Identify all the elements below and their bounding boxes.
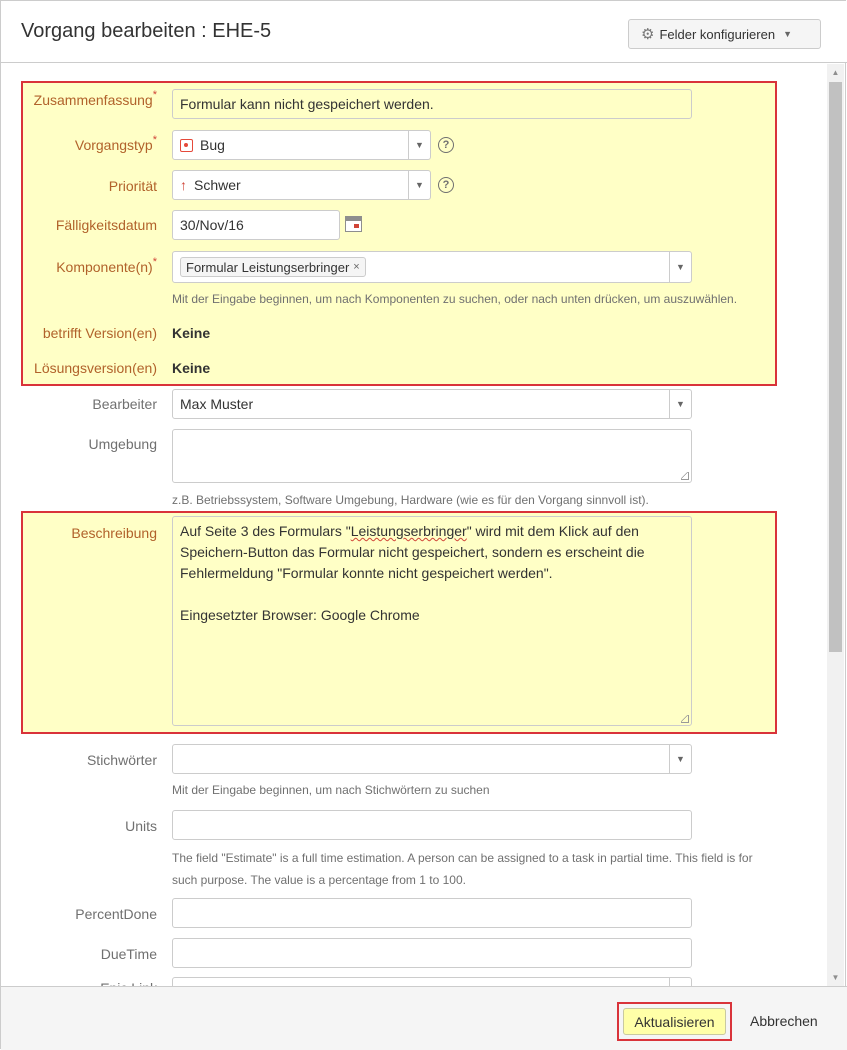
description-line (180, 584, 684, 605)
cancel-link[interactable]: Abbrechen (750, 1013, 818, 1029)
summary-input[interactable] (172, 89, 692, 119)
chevron-down-icon: ▼ (783, 29, 792, 39)
percent-done-label: PercentDone (75, 906, 157, 922)
required-marker: * (152, 89, 157, 101)
close-icon[interactable]: × (353, 261, 360, 273)
environment-textarea[interactable] (172, 429, 692, 483)
component-chip (180, 257, 366, 277)
description-line: Speichern-Button das Formular nicht gespeichert, sondern es erscheint die (180, 544, 645, 560)
description-line: Auf Seite 3 des Formulars "Leistungserbringer" wird mit dem Klick auf den (180, 523, 639, 539)
issuetype-select[interactable] (172, 130, 431, 160)
chevron-down-icon[interactable]: ▼ (669, 745, 691, 773)
scroll-up-icon[interactable]: ▲ (831, 68, 840, 77)
units-input[interactable] (172, 810, 692, 840)
form-body (1, 64, 847, 986)
duedate-value: 30/Nov/16 (180, 217, 244, 233)
spellcheck-word: Leistungserbringer (350, 523, 467, 539)
affects-version-value[interactable]: Keine (172, 325, 211, 341)
units-hint-line1: The field "Estimate" is a full time estimation. A person can be assigned to a task in partial time. This field is for (172, 851, 753, 865)
description-label: Beschreibung (71, 525, 157, 541)
component-chip-label: Formular Leistungserbringer (186, 259, 350, 275)
due-time-input[interactable] (172, 938, 692, 968)
due-time-label: DueTime (100, 946, 157, 962)
duedate-input[interactable] (172, 210, 340, 240)
dialog-title: Vorgang bearbeiten : EHE-5 (21, 20, 272, 42)
environment-label: Umgebung (88, 436, 157, 452)
required-marker: * (152, 256, 157, 268)
update-button[interactable]: Aktualisieren (623, 1008, 726, 1035)
components-hint: Mit der Eingabe beginnen, um nach Komponenten zu suchen, oder nach unten drücken, um auszuwählen. (172, 292, 738, 306)
issuetype-label: Vorgangstyp* (74, 134, 157, 153)
highlight-box-update (617, 1002, 732, 1041)
assignee-value: Max Muster (180, 396, 254, 412)
gear-icon: ⚙ (641, 26, 655, 43)
dialog-footer (1, 986, 847, 1050)
assignee-select[interactable] (172, 389, 692, 419)
description-textarea[interactable] (172, 516, 692, 726)
components-label: Komponente(n)* (56, 256, 157, 275)
units-label: Units (125, 818, 157, 834)
scroll-down-icon[interactable]: ▼ (831, 973, 840, 982)
chevron-down-icon[interactable]: ▼ (669, 252, 691, 282)
summary-value: Formular kann nicht gespeichert werden. (180, 96, 434, 112)
resize-handle[interactable] (681, 715, 689, 723)
affects-version-label: betrifft Version(en) (42, 325, 157, 341)
chevron-down-icon[interactable]: ▼ (408, 171, 430, 199)
chevron-down-icon[interactable]: ▼ (669, 390, 691, 418)
scrollbar-thumb[interactable] (829, 82, 842, 652)
labels-picker[interactable] (172, 744, 692, 774)
environment-hint: z.B. Betriebssystem, Software Umgebung, Hardware (wie es für den Vorgang sinnvoll ist). (172, 493, 649, 507)
configure-fields-label: Felder konfigurieren (659, 26, 776, 42)
configure-fields-button[interactable] (628, 19, 821, 49)
bug-icon (180, 139, 193, 152)
fix-version-value[interactable]: Keine (172, 360, 211, 376)
labels-label: Stichwörter (86, 752, 157, 768)
calendar-icon[interactable] (345, 216, 362, 232)
description-line: Fehlermeldung "Formular konnte nicht gespeichert werden". (180, 565, 553, 581)
percent-done-input[interactable] (172, 898, 692, 928)
priority-major-icon: ↑ (180, 177, 187, 193)
summary-label: Zusammenfassung* (33, 89, 157, 108)
components-picker[interactable] (172, 251, 692, 283)
priority-value: Schwer (194, 177, 241, 193)
description-line: Eingesetzter Browser: Google Chrome (180, 607, 420, 623)
dialog-header (1, 1, 847, 63)
priority-label: Priorität (108, 178, 157, 194)
units-hint-line2: such purpose. The value is a percentage from 1 to 100. (172, 873, 466, 887)
help-icon[interactable]: ? (438, 177, 454, 193)
labels-hint: Mit der Eingabe beginnen, um nach Stichwörtern zu suchen (172, 783, 490, 797)
duedate-label: Fälligkeitsdatum (55, 217, 157, 233)
required-marker: * (152, 134, 157, 146)
resize-handle[interactable] (681, 472, 689, 480)
priority-select[interactable] (172, 170, 431, 200)
issuetype-value: Bug (200, 137, 225, 153)
chevron-down-icon[interactable]: ▼ (408, 131, 430, 159)
scrollbar[interactable] (827, 64, 844, 986)
help-icon[interactable]: ? (438, 137, 454, 153)
assignee-label: Bearbeiter (92, 396, 157, 412)
fix-version-label: Lösungsversion(en) (34, 360, 157, 376)
